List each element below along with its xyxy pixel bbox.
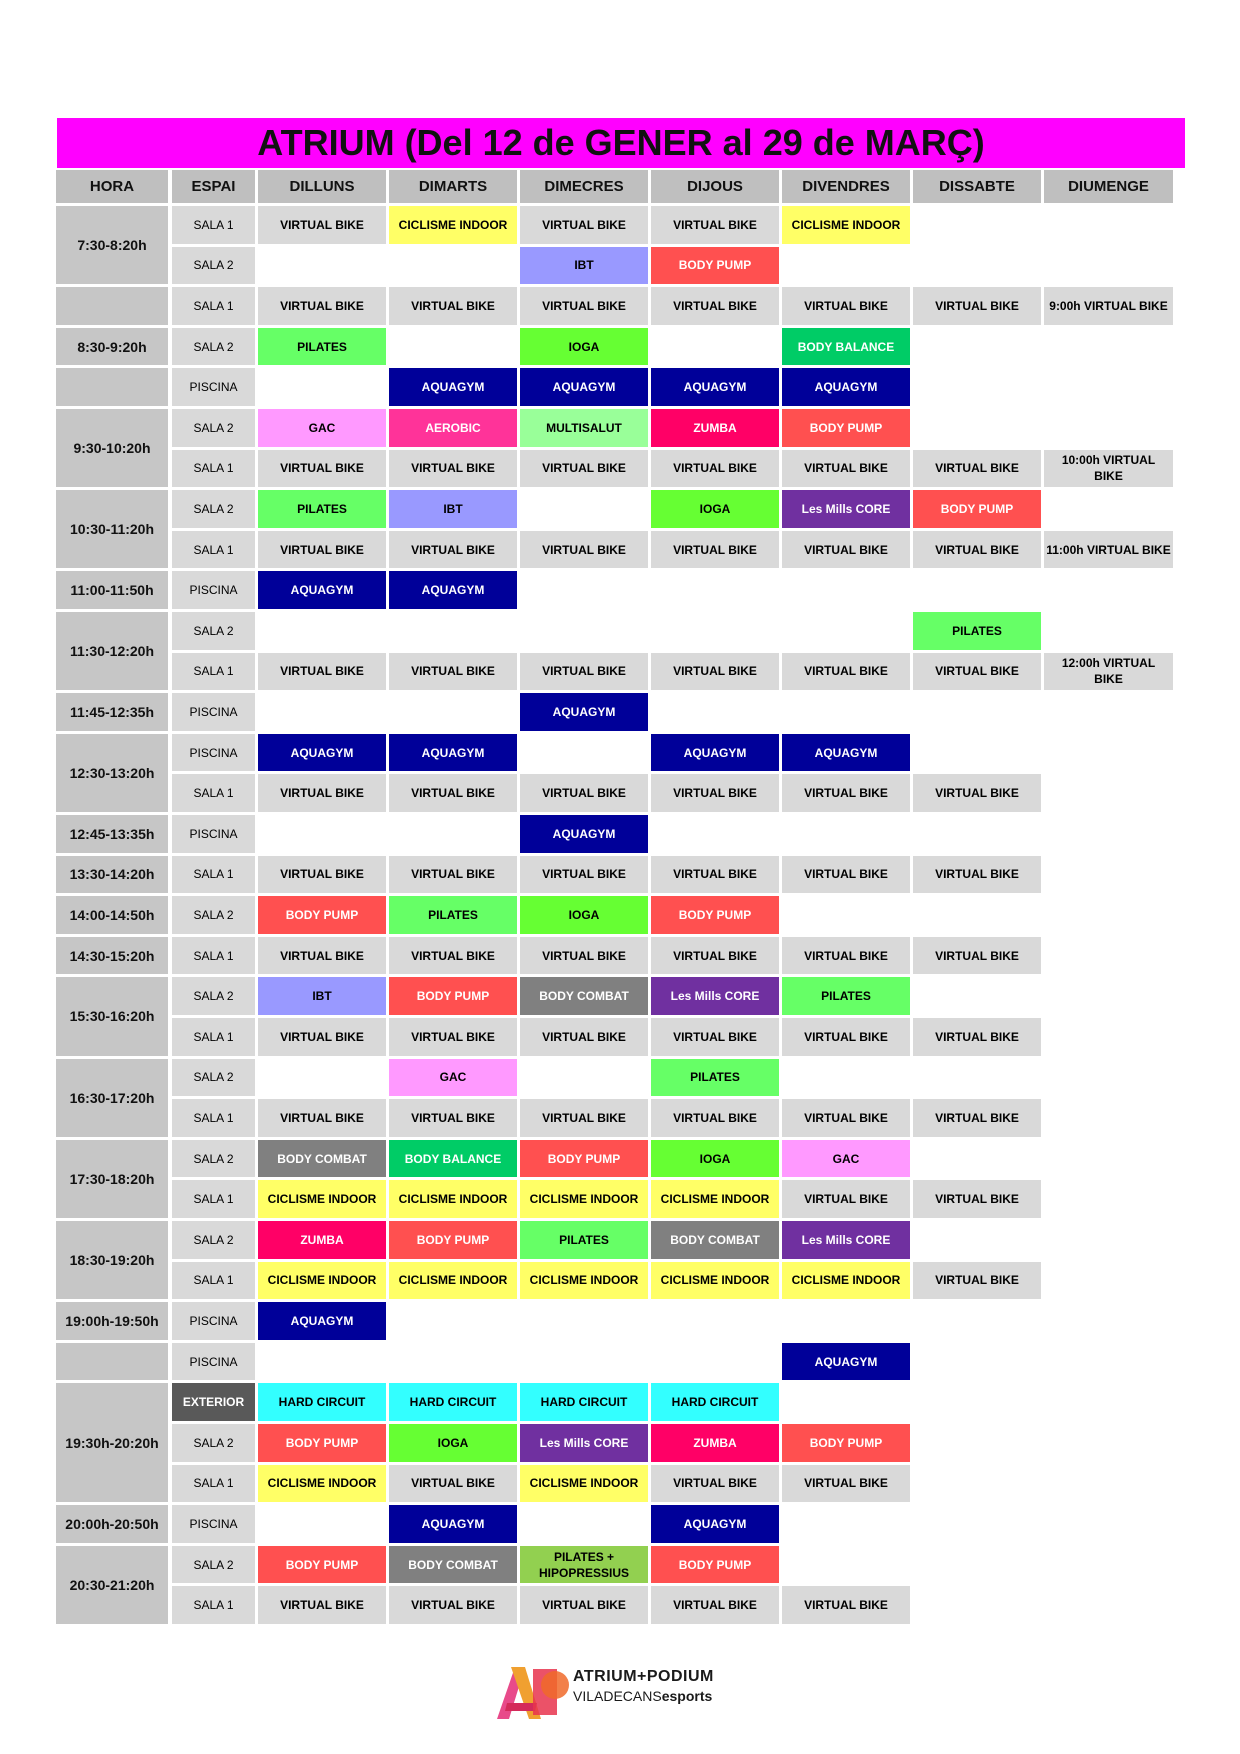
class-cell: BODY PUMP [782, 1424, 910, 1462]
hour-slot: 12:30-13:20h [56, 734, 168, 812]
class-cell: VIRTUAL BIKE [913, 1262, 1041, 1300]
class-cell: AQUAGYM [782, 734, 910, 772]
hour-slot: 20:00h-20:50h [56, 1505, 168, 1543]
class-cell: 11:00h VIRTUAL BIKE [1044, 531, 1173, 569]
espai-cell: SALA 1 [172, 1180, 255, 1218]
class-cell: VIRTUAL BIKE [258, 774, 386, 812]
class-cell: BODY PUMP [258, 896, 386, 934]
class-cell: IOGA [520, 896, 648, 934]
class-cell: AQUAGYM [258, 571, 386, 609]
class-cell: ZUMBA [258, 1221, 386, 1259]
espai-cell: PISCINA [172, 693, 255, 731]
class-cell: Les Mills CORE [782, 1221, 910, 1259]
column-header-diumenge: DIUMENGE [1044, 170, 1173, 203]
column-header-dimarts: DIMARTS [389, 170, 517, 203]
espai-cell: SALA 1 [172, 1586, 255, 1624]
class-cell: VIRTUAL BIKE [520, 856, 648, 894]
class-cell: VIRTUAL BIKE [651, 937, 779, 975]
class-cell: BODY COMBAT [520, 977, 648, 1015]
class-cell: AQUAGYM [389, 368, 517, 406]
class-cell: VIRTUAL BIKE [782, 774, 910, 812]
class-cell: VIRTUAL BIKE [389, 1018, 517, 1056]
class-cell: VIRTUAL BIKE [520, 450, 648, 488]
class-cell: BODY PUMP [520, 1140, 648, 1178]
espai-cell: SALA 1 [172, 1262, 255, 1300]
class-cell: VIRTUAL BIKE [651, 1018, 779, 1056]
column-header-divendres: DIVENDRES [782, 170, 910, 203]
class-cell: VIRTUAL BIKE [651, 1099, 779, 1137]
class-cell: BODY PUMP [651, 1546, 779, 1584]
hour-slot: 12:45-13:35h [56, 815, 168, 853]
class-cell: VIRTUAL BIKE [520, 531, 648, 569]
class-cell: VIRTUAL BIKE [913, 531, 1041, 569]
espai-cell: SALA 1 [172, 1099, 255, 1137]
class-cell: VIRTUAL BIKE [913, 1180, 1041, 1218]
class-cell: VIRTUAL BIKE [520, 774, 648, 812]
class-cell: GAC [782, 1140, 910, 1178]
class-cell: IBT [258, 977, 386, 1015]
column-header-dijous: DIJOUS [651, 170, 779, 203]
espai-cell: SALA 1 [172, 856, 255, 894]
class-cell: VIRTUAL BIKE [913, 774, 1041, 812]
class-cell: VIRTUAL BIKE [913, 856, 1041, 894]
class-cell: VIRTUAL BIKE [913, 937, 1041, 975]
espai-cell: SALA 2 [172, 896, 255, 934]
class-cell: AQUAGYM [258, 1302, 386, 1340]
class-cell: VIRTUAL BIKE [389, 287, 517, 325]
class-cell: VIRTUAL BIKE [782, 653, 910, 691]
espai-cell: SALA 1 [172, 1018, 255, 1056]
espai-cell: PISCINA [172, 1343, 255, 1381]
hour-slot: 16:30-17:20h [56, 1059, 168, 1137]
class-cell: VIRTUAL BIKE [258, 206, 386, 244]
class-cell: VIRTUAL BIKE [913, 450, 1041, 488]
class-cell: AQUAGYM [651, 1505, 779, 1543]
espai-cell: SALA 1 [172, 937, 255, 975]
class-cell: BODY PUMP [258, 1424, 386, 1462]
hour-slot: 11:30-12:20h [56, 612, 168, 690]
class-cell: ZUMBA [651, 1424, 779, 1462]
hour-slot [56, 1343, 168, 1381]
class-cell: VIRTUAL BIKE [258, 287, 386, 325]
class-cell: VIRTUAL BIKE [520, 937, 648, 975]
class-cell: AEROBIC [389, 409, 517, 447]
class-cell: VIRTUAL BIKE [782, 531, 910, 569]
class-cell: BODY PUMP [782, 409, 910, 447]
class-cell: PILATES [520, 1221, 648, 1259]
class-cell: VIRTUAL BIKE [389, 774, 517, 812]
class-cell: HARD CIRCUIT [389, 1383, 517, 1421]
class-cell: CICLISME INDOOR [389, 206, 517, 244]
logo-title: ATRIUM+PODIUM [573, 1668, 714, 1685]
class-cell: VIRTUAL BIKE [913, 1018, 1041, 1056]
espai-cell: EXTERIOR [172, 1383, 255, 1421]
class-cell: BODY COMBAT [651, 1221, 779, 1259]
class-cell: IOGA [389, 1424, 517, 1462]
class-cell: PILATES [258, 490, 386, 528]
column-header-espai: ESPAI [172, 170, 255, 203]
class-cell: IOGA [651, 490, 779, 528]
class-cell: BODY PUMP [389, 977, 517, 1015]
class-cell: BODY PUMP [651, 247, 779, 285]
hour-slot: 13:30-14:20h [56, 856, 168, 894]
class-cell: VIRTUAL BIKE [782, 1586, 910, 1624]
class-cell: VIRTUAL BIKE [389, 653, 517, 691]
class-cell: VIRTUAL BIKE [389, 1586, 517, 1624]
class-cell: BODY BALANCE [782, 328, 910, 366]
class-cell: VIRTUAL BIKE [258, 856, 386, 894]
espai-cell: SALA 2 [172, 612, 255, 650]
hour-slot: 7:30-8:20h [56, 206, 168, 284]
class-cell: Les Mills CORE [782, 490, 910, 528]
espai-cell: PISCINA [172, 815, 255, 853]
espai-cell: SALA 1 [172, 1465, 255, 1503]
class-cell: VIRTUAL BIKE [258, 1018, 386, 1056]
class-cell: AQUAGYM [651, 734, 779, 772]
class-cell: HARD CIRCUIT [258, 1383, 386, 1421]
class-cell: CICLISME INDOOR [258, 1262, 386, 1300]
logo-subtitle: VILADECANSesports [573, 1688, 713, 1704]
class-cell: VIRTUAL BIKE [520, 1099, 648, 1137]
class-cell: CICLISME INDOOR [520, 1180, 648, 1218]
class-cell: VIRTUAL BIKE [782, 287, 910, 325]
espai-cell: SALA 2 [172, 247, 255, 285]
class-cell: IOGA [651, 1140, 779, 1178]
class-cell: CICLISME INDOOR [258, 1180, 386, 1218]
espai-cell: SALA 2 [172, 1059, 255, 1097]
class-cell: VIRTUAL BIKE [520, 287, 648, 325]
class-cell: PILATES [258, 328, 386, 366]
class-cell: VIRTUAL BIKE [651, 1465, 779, 1503]
class-cell: VIRTUAL BIKE [651, 856, 779, 894]
class-cell: VIRTUAL BIKE [520, 206, 648, 244]
hour-slot: 18:30-19:20h [56, 1221, 168, 1299]
class-cell: ZUMBA [651, 409, 779, 447]
espai-cell: SALA 2 [172, 490, 255, 528]
espai-cell: PISCINA [172, 571, 255, 609]
class-cell: VIRTUAL BIKE [651, 653, 779, 691]
class-cell: AQUAGYM [782, 368, 910, 406]
class-cell: AQUAGYM [520, 815, 648, 853]
class-cell: VIRTUAL BIKE [651, 531, 779, 569]
class-cell: PILATES + HIPOPRESSIUS [520, 1546, 648, 1584]
class-cell: BODY COMBAT [389, 1546, 517, 1584]
espai-cell: SALA 1 [172, 450, 255, 488]
class-cell: GAC [389, 1059, 517, 1097]
class-cell: CICLISME INDOOR [389, 1262, 517, 1300]
hour-slot: 19:00h-19:50h [56, 1302, 168, 1340]
hour-slot: 11:00-11:50h [56, 571, 168, 609]
class-cell: AQUAGYM [651, 368, 779, 406]
hour-slot: 8:30-9:20h [56, 328, 168, 366]
class-cell: 12:00h VIRTUAL BIKE [1044, 653, 1173, 691]
espai-cell: SALA 1 [172, 206, 255, 244]
class-cell: Les Mills CORE [651, 977, 779, 1015]
class-cell: AQUAGYM [782, 1343, 910, 1381]
hour-slot: 11:45-12:35h [56, 693, 168, 731]
class-cell: VIRTUAL BIKE [389, 450, 517, 488]
class-cell: AQUAGYM [258, 734, 386, 772]
class-cell: VIRTUAL BIKE [651, 287, 779, 325]
class-cell: AQUAGYM [389, 734, 517, 772]
espai-cell: SALA 2 [172, 977, 255, 1015]
class-cell: VIRTUAL BIKE [389, 1099, 517, 1137]
class-cell: PILATES [782, 977, 910, 1015]
class-cell: IBT [389, 490, 517, 528]
espai-cell: PISCINA [172, 368, 255, 406]
espai-cell: SALA 2 [172, 1546, 255, 1584]
class-cell: CICLISME INDOOR [782, 206, 910, 244]
class-cell: VIRTUAL BIKE [782, 1465, 910, 1503]
class-cell: MULTISALUT [520, 409, 648, 447]
class-cell: IOGA [520, 328, 648, 366]
class-cell: CICLISME INDOOR [258, 1465, 386, 1503]
class-cell: VIRTUAL BIKE [258, 531, 386, 569]
hour-slot: 19:30h-20:20h [56, 1383, 168, 1502]
class-cell: AQUAGYM [389, 571, 517, 609]
class-cell: CICLISME INDOOR [651, 1180, 779, 1218]
espai-cell: SALA 2 [172, 409, 255, 447]
class-cell: VIRTUAL BIKE [258, 450, 386, 488]
hour-slot: 15:30-16:20h [56, 977, 168, 1055]
class-cell: BODY BALANCE [389, 1140, 517, 1178]
class-cell: VIRTUAL BIKE [651, 774, 779, 812]
class-cell: AQUAGYM [520, 368, 648, 406]
class-cell: BODY PUMP [651, 896, 779, 934]
class-cell: VIRTUAL BIKE [651, 206, 779, 244]
class-cell: BODY PUMP [258, 1546, 386, 1584]
espai-cell: SALA 2 [172, 1140, 255, 1178]
class-cell: VIRTUAL BIKE [782, 1099, 910, 1137]
espai-cell: SALA 2 [172, 328, 255, 366]
page-title: ATRIUM (Del 12 de GENER al 29 de MARÇ) [57, 118, 1185, 168]
class-cell: 9:00h VIRTUAL BIKE [1044, 287, 1173, 325]
class-cell: VIRTUAL BIKE [389, 937, 517, 975]
class-cell: BODY PUMP [913, 490, 1041, 528]
class-cell: VIRTUAL BIKE [389, 531, 517, 569]
class-cell: VIRTUAL BIKE [389, 856, 517, 894]
espai-cell: SALA 1 [172, 287, 255, 325]
class-cell: VIRTUAL BIKE [913, 287, 1041, 325]
class-cell: PILATES [389, 896, 517, 934]
class-cell: AQUAGYM [389, 1505, 517, 1543]
class-cell: VIRTUAL BIKE [520, 1586, 648, 1624]
class-cell: VIRTUAL BIKE [782, 937, 910, 975]
class-cell: CICLISME INDOOR [782, 1262, 910, 1300]
class-cell: IBT [520, 247, 648, 285]
column-header-hora: HORA [56, 170, 168, 203]
class-cell: PILATES [913, 612, 1041, 650]
class-cell: CICLISME INDOOR [520, 1465, 648, 1503]
class-cell: BODY COMBAT [258, 1140, 386, 1178]
column-header-dissabte: DISSABTE [913, 170, 1041, 203]
hour-slot: 14:00-14:50h [56, 896, 168, 934]
class-cell: VIRTUAL BIKE [258, 653, 386, 691]
class-cell: VIRTUAL BIKE [520, 1018, 648, 1056]
hour-slot: 14:30-15:20h [56, 937, 168, 975]
espai-cell: SALA 1 [172, 774, 255, 812]
column-header-dimecres: DIMECRES [520, 170, 648, 203]
class-cell: VIRTUAL BIKE [913, 1099, 1041, 1137]
column-header-dilluns: DILLUNS [258, 170, 386, 203]
espai-cell: PISCINA [172, 1302, 255, 1340]
hour-slot: 9:30-10:20h [56, 409, 168, 487]
hour-slot: 17:30-18:20h [56, 1140, 168, 1218]
class-cell: VIRTUAL BIKE [258, 937, 386, 975]
class-cell: HARD CIRCUIT [520, 1383, 648, 1421]
class-cell: CICLISME INDOOR [651, 1262, 779, 1300]
class-cell: 10:00h VIRTUAL BIKE [1044, 450, 1173, 488]
class-cell: HARD CIRCUIT [651, 1383, 779, 1421]
class-cell: VIRTUAL BIKE [389, 1465, 517, 1503]
class-cell: PILATES [651, 1059, 779, 1097]
espai-cell: PISCINA [172, 734, 255, 772]
class-cell: AQUAGYM [520, 693, 648, 731]
class-cell: VIRTUAL BIKE [913, 653, 1041, 691]
espai-cell: SALA 1 [172, 531, 255, 569]
espai-cell: SALA 2 [172, 1424, 255, 1462]
class-cell: CICLISME INDOOR [389, 1180, 517, 1218]
espai-cell: SALA 2 [172, 1221, 255, 1259]
class-cell: VIRTUAL BIKE [258, 1586, 386, 1624]
hour-slot [56, 287, 168, 325]
class-cell: VIRTUAL BIKE [782, 1180, 910, 1218]
class-cell: VIRTUAL BIKE [782, 450, 910, 488]
class-cell: CICLISME INDOOR [520, 1262, 648, 1300]
class-cell: GAC [258, 409, 386, 447]
hour-slot [56, 368, 168, 406]
hour-slot: 10:30-11:20h [56, 490, 168, 568]
class-cell: VIRTUAL BIKE [258, 1099, 386, 1137]
class-cell: BODY PUMP [389, 1221, 517, 1259]
class-cell: VIRTUAL BIKE [651, 450, 779, 488]
class-cell: VIRTUAL BIKE [782, 856, 910, 894]
espai-cell: SALA 1 [172, 653, 255, 691]
class-cell: Les Mills CORE [520, 1424, 648, 1462]
class-cell: VIRTUAL BIKE [520, 653, 648, 691]
class-cell: VIRTUAL BIKE [782, 1018, 910, 1056]
espai-cell: PISCINA [172, 1505, 255, 1543]
hour-slot: 20:30-21:20h [56, 1546, 168, 1624]
class-cell: VIRTUAL BIKE [651, 1586, 779, 1624]
